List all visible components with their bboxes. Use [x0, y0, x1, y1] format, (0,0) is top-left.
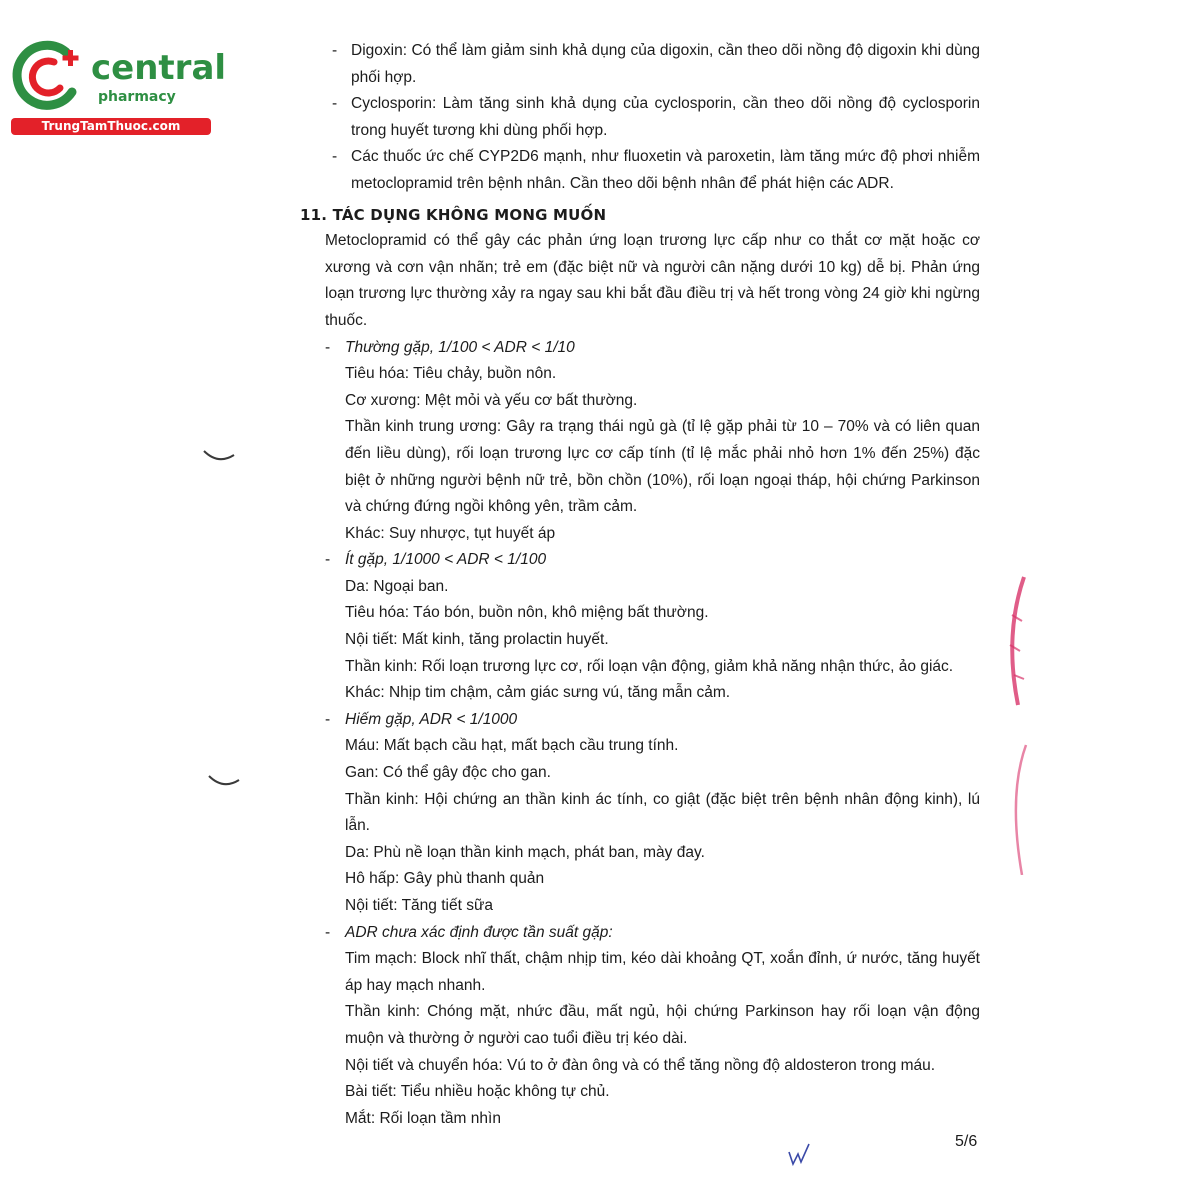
frequency-label: Ít gặp, 1/1000 < ADR < 1/100 [345, 551, 547, 569]
list-dash: - [332, 42, 338, 59]
adr-item: Thần kinh: Rối loạn trương lực cơ, rối loạn vận động, giảm khả năng nhận thức, ảo giác. [345, 657, 954, 675]
page-number: 5/6 [955, 1133, 978, 1150]
interaction-text: Digoxin: Có thể làm giảm sinh khả dụng của digoxin, cần theo dõi nồng độ digoxin khi dùng phối hợp. [351, 42, 980, 86]
logo-subtitle: pharmacy [98, 89, 176, 105]
punch-hole-mark-icon [205, 770, 245, 792]
interaction-item [300, 38, 980, 91]
frequency-group-label [300, 707, 980, 734]
brand-logo [8, 34, 227, 139]
adr-item: Khác: Suy nhược, tụt huyết áp [345, 524, 556, 542]
logo-website: TrungTamThuoc.com [11, 118, 211, 135]
interaction-item [300, 91, 980, 144]
list-dash: - [325, 551, 331, 569]
frequency-label: Thường gặp, 1/100 < ADR < 1/10 [345, 338, 575, 356]
adr-item: Nội tiết: Mất kinh, tăng prolactin huyết. [345, 631, 609, 649]
adr-item: Mắt: Rối loạn tầm nhìn [345, 1109, 501, 1127]
section-intro: Metoclopramid có thể gây các phản ứng loạn trương lực cấp như co thắt cơ mặt hoặc cơ xương và cơn vận nhãn; trẻ em (đặc biệt nữ và người cân nặng dưới 10 kg) dễ bị. Phản ứng loạn trương lực thường xảy ra ngay sau khi bắt đầu điều trị và hết trong vòng 24 giờ khi ngừng thuốc. [325, 232, 980, 329]
frequency-label: ADR chưa xác định được tần suất gặp: [345, 923, 613, 941]
list-dash: - [325, 338, 331, 356]
adr-item: Bài tiết: Tiểu nhiều hoặc không tự chủ. [345, 1083, 610, 1101]
punch-hole-mark-icon [200, 445, 240, 467]
adr-item: Máu: Mất bạch cầu hạt, mất bạch cầu trung tính. [345, 737, 679, 755]
adr-item: Da: Ngoại ban. [345, 577, 449, 595]
frequency-group-label [300, 920, 980, 947]
adr-item: Tim mạch: Block nhĩ thất, chậm nhịp tim, kéo dài khoảng QT, xoắn đỉnh, ứ nước, tăng huyết áp hay mạch nhanh. [345, 950, 980, 994]
adr-item: Da: Phù nề loạn thần kinh mạch, phát ban, mày đay. [345, 843, 705, 861]
list-dash: - [332, 95, 338, 113]
adr-item: Thần kinh trung ương: Gây ra trạng thái ngủ gà (tỉ lệ gặp phải từ 10 – 70% và có liên quan đến liều dùng), rối loạn trương lực cơ cấp tính (tỉ lệ mắc phải nhỏ hơn 1% đến 25%) đặc biệt ở những người bệnh nữ trẻ, bồn chồn (10%), rối loạn ngoại tháp, hội chứng Parkinson và chứng đứng ngồi không yên, trầm cảm. [345, 418, 980, 516]
adr-item: Gan: Có thể gây độc cho gan. [345, 764, 551, 782]
interaction-item [300, 144, 980, 197]
adr-item: Cơ xương: Mệt mỏi và yếu cơ bất thường. [345, 391, 638, 409]
frequency-group-label [300, 547, 980, 574]
adr-item: Tiêu hóa: Táo bón, buồn nôn, khô miệng bất thường. [345, 604, 709, 622]
adr-item: Hô hấp: Gây phù thanh quản [345, 870, 545, 888]
adr-item: Thần kinh: Chóng mặt, nhức đầu, mất ngủ, hội chứng Parkinson hay rối loạn vận động muộn và thường ở người cao tuổi điều trị kéo dài. [345, 1003, 980, 1047]
interaction-text: Cyclosporin: Làm tăng sinh khả dụng của cyclosporin, cần theo dõi nồng độ cyclosporin trong huyết tương khi dùng phối hợp. [351, 95, 980, 139]
logo-c-mark-icon [8, 34, 92, 118]
stamp-edge-icon [1000, 575, 1030, 875]
logo-name: central [91, 48, 227, 88]
interaction-text: Các thuốc ức chế CYP2D6 mạnh, như fluoxetin và paroxetin, làm tăng mức độ phơi nhiễm metoclopramid trên bệnh nhân. Cần theo dõi bệnh nhân để phát hiện các ADR. [351, 148, 980, 192]
frequency-label: Hiếm gặp, ADR < 1/1000 [345, 710, 518, 728]
signature-initial-icon [785, 1140, 815, 1170]
frequency-group-label [300, 335, 980, 362]
adr-item: Tiêu hóa: Tiêu chảy, buồn nôn. [345, 365, 557, 383]
adr-item: Thần kinh: Hội chứng an thần kinh ác tính, co giật (đặc biệt trên bệnh nhân động kinh), lú lẫn. [345, 790, 980, 835]
document-body [300, 38, 980, 1132]
adr-item: Nội tiết và chuyển hóa: Vú to ở đàn ông và có thể tăng nồng độ aldosteron trong máu. [345, 1056, 936, 1074]
adr-item: Khác: Nhịp tim chậm, cảm giác sưng vú, tăng mẫn cảm. [345, 684, 731, 702]
section-title: 11. TÁC DỤNG KHÔNG MONG MUỐN [300, 205, 607, 224]
list-dash: - [325, 923, 331, 941]
list-dash: - [325, 710, 331, 728]
adr-item: Nội tiết: Tăng tiết sữa [345, 897, 493, 914]
list-dash: - [332, 148, 338, 166]
